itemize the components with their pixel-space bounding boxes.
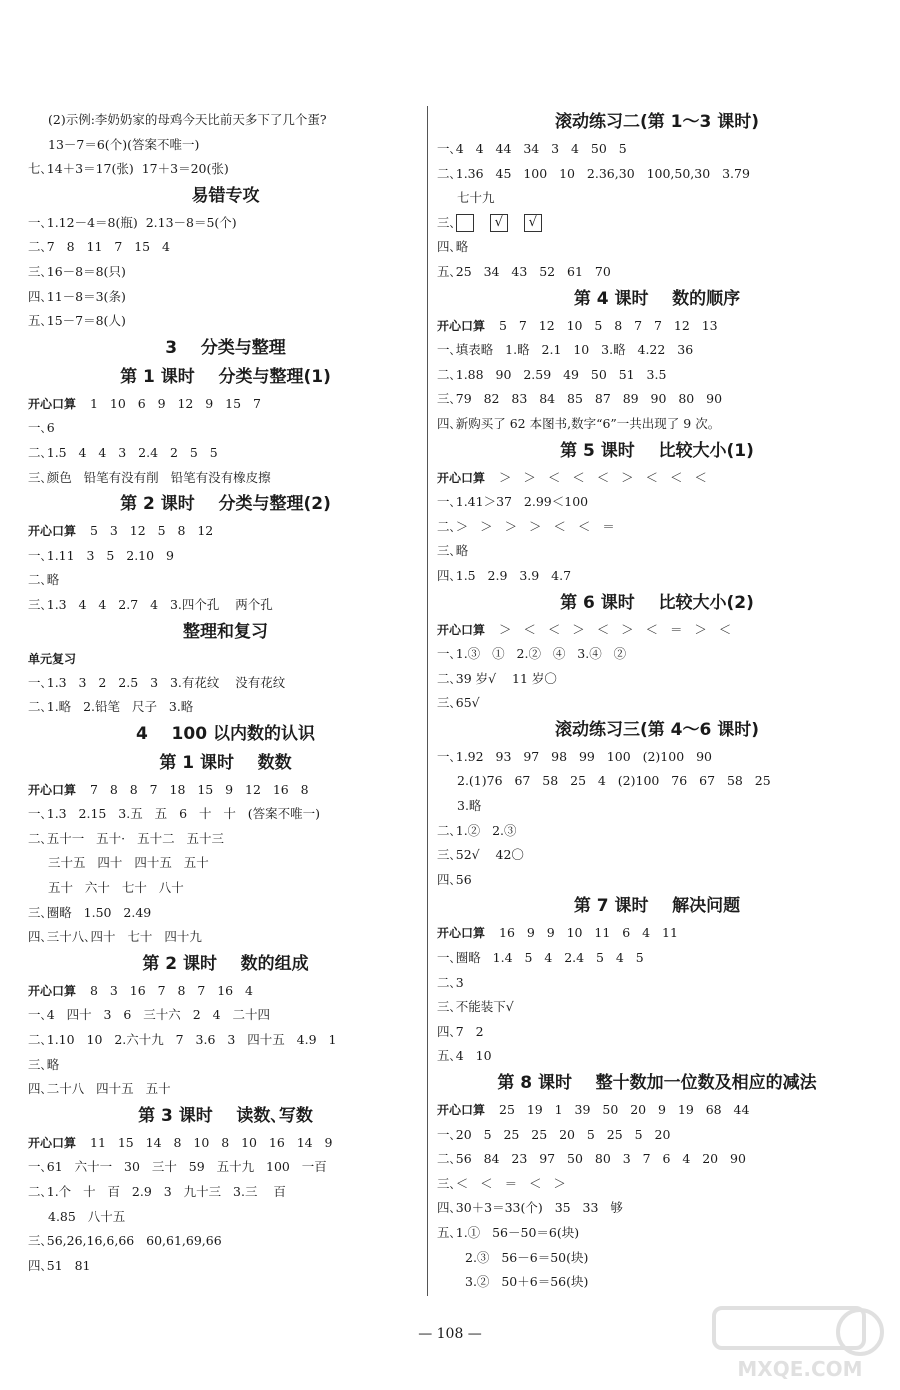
- section-heading: 易错专攻: [191, 185, 260, 206]
- mental-math-label: 开心口算: [28, 782, 77, 797]
- answer-text: 三､1.3 4 4 2.7 4 3.四个孔 两个孔: [28, 596, 273, 612]
- answer-row: [28, 925, 423, 950]
- answer-row-checkboxes: [437, 211, 877, 236]
- answer-text: 7 8 8 7 18 15 9 12 16 8: [90, 781, 309, 797]
- mental-math-label: 开心口算: [437, 926, 486, 941]
- answer-row: [28, 392, 423, 417]
- answer-text: 四､56: [437, 871, 472, 887]
- answer-text: 二､＞ ＞ ＞ ＞ ＜ ＜ ＝: [437, 518, 615, 534]
- answer-text: 四､30＋3＝33(个) 35 33 够: [437, 1200, 623, 1216]
- answer-text: 二､39 岁√ 11 岁〇: [437, 670, 557, 686]
- answer-text: 三､略: [28, 1056, 60, 1072]
- answer-text: 一､1.41＞37 2.99＜100: [437, 494, 589, 510]
- answer-row: [28, 211, 423, 236]
- answer-text: 二､1.36 45 100 10 2.36,30 100,50,30 3.79: [437, 165, 750, 181]
- answer-text: 二､56 84 23 97 50 80 3 7 6 4 20 90: [437, 1151, 746, 1167]
- answer-text: 一､20 5 25 25 20 5 25 5 20: [437, 1126, 671, 1142]
- answer-text: 3.② 50＋6＝56(块): [465, 1274, 589, 1290]
- answer-row: [437, 564, 877, 589]
- answer-text: 七十九: [457, 190, 495, 206]
- answer-text: 5 7 12 10 5 8 7 7 12 13: [499, 317, 718, 333]
- answer-box: √: [490, 214, 508, 232]
- answer-row: [437, 412, 877, 437]
- answer-text: 13－7＝6(个)(答案不唯一): [48, 136, 200, 152]
- answer-row: [437, 995, 877, 1020]
- answer-row: [437, 1147, 877, 1172]
- answer-row: [28, 568, 423, 593]
- answer-text: 二､1.10 10 2.六十九 7 3.6 3 四十五 4.9 1: [28, 1032, 337, 1048]
- answer-text: 五､25 34 43 52 61 70: [437, 263, 611, 279]
- answer-row: [437, 667, 877, 692]
- answer-text: 一､1.11 3 5 2.10 9: [28, 547, 174, 563]
- section-heading: 第 3 课时 读数､写数: [138, 1105, 313, 1126]
- answer-row: [28, 1131, 423, 1156]
- answer-text: 四､三十八､四十 七十 四十九: [28, 929, 202, 945]
- answer-row: [28, 133, 423, 158]
- section-heading: 4 100 以内数的认识: [136, 723, 315, 744]
- answer-row: [437, 1172, 877, 1197]
- answer-row: [437, 843, 877, 868]
- answer-text: 3.略: [457, 798, 482, 814]
- subsection-label: 单元复习: [28, 651, 77, 666]
- answer-text: 25 19 1 39 50 20 9 19 68 44: [499, 1102, 750, 1117]
- section-heading: 第 7 课时 解决问题: [573, 896, 741, 917]
- answer-text: 二､1.略 2.铅笔 尺子 3.略: [28, 699, 194, 715]
- watermark-logo: [710, 1304, 890, 1384]
- answer-row: [28, 235, 423, 260]
- answer-row: [28, 778, 423, 803]
- answer-row: [28, 1053, 423, 1078]
- section-heading: 第 2 课时 数的组成: [142, 953, 309, 974]
- answer-row: [28, 466, 423, 491]
- answer-row: [437, 691, 877, 716]
- answer-text: 5 3 12 5 8 12: [90, 523, 214, 539]
- answer-row: [437, 162, 877, 187]
- answer-text: 三､颜色 铅笔有没有削 铅笔有没有橡皮擦: [28, 469, 271, 485]
- answer-text: 二､1.88 90 2.59 49 50 51 3.5: [437, 366, 667, 382]
- answer-row: [28, 876, 423, 901]
- section-heading: 第 4 课时 数的顺序: [573, 288, 741, 309]
- answer-row: [437, 490, 877, 515]
- answer-text: 二､略: [28, 572, 60, 588]
- answer-box: √: [524, 214, 542, 232]
- answer-row: [437, 819, 877, 844]
- answer-row: [28, 979, 423, 1004]
- answer-row: [437, 1044, 877, 1069]
- answer-row: [28, 108, 423, 133]
- answer-row: [437, 539, 877, 564]
- answer-text: 一､61 六十一 30 三十 59 五十九 100 一百: [28, 1159, 327, 1175]
- answer-row: [437, 363, 877, 388]
- answer-row: [28, 416, 423, 441]
- answer-row: [28, 285, 423, 310]
- answer-text: 四､新购买了 62 本图书,数字“6”一共出现了 9 次｡: [437, 415, 714, 431]
- answer-row: [28, 519, 423, 544]
- answer-row: [28, 1155, 423, 1180]
- answer-row: [437, 769, 877, 794]
- answer-row: [437, 1270, 877, 1295]
- answer-text: 四､二十八 四十五 五十: [28, 1081, 171, 1097]
- answer-row: [437, 235, 877, 260]
- answer-text: 一､圈略 1.4 5 4 2.4 5 4 5: [437, 950, 644, 966]
- answer-text: 一､1.③ ① 2.② ④ 3.④ ②: [437, 646, 627, 662]
- answer-text: 4.85 八十五: [48, 1208, 126, 1224]
- answer-text: 七､14＋3＝17(张) 17＋3＝20(张): [28, 161, 229, 177]
- answer-row: [437, 314, 877, 339]
- answer-text: 2.③ 56－6＝50(块): [465, 1249, 589, 1265]
- answer-row: [28, 802, 423, 827]
- svg-text:MXQE.COM: MXQE.COM: [737, 1357, 863, 1381]
- column-divider: [427, 106, 428, 1296]
- answer-row: [437, 515, 877, 540]
- answer-row: [28, 1077, 423, 1102]
- mental-math-label: 开心口算: [28, 1135, 77, 1150]
- answer-text: 二､五十一 五十· 五十二 五十三: [28, 830, 224, 846]
- answer-row: [437, 794, 877, 819]
- section-heading: 第 5 课时 比较大小(1): [560, 440, 754, 461]
- answer-row: [437, 642, 877, 667]
- answer-text: 1 10 6 9 12 9 15 7: [90, 395, 261, 411]
- section-heading: 第 1 课时 分类与整理(1): [120, 366, 331, 387]
- answer-text: 一､1.3 3 2 2.5 3 3.有花纹 没有花纹: [28, 674, 286, 690]
- page-number: — 108 —: [418, 1326, 482, 1342]
- answer-text: 五十 六十 七十 八十: [48, 880, 184, 896]
- answer-text: ＞ ＜ ＜ ＞ ＜ ＞ ＜ ＝ ＞ ＜: [499, 621, 732, 637]
- answer-row: [28, 544, 423, 569]
- answer-row: [28, 671, 423, 696]
- answer-text: 8 3 16 7 8 7 16 4: [90, 982, 253, 998]
- answer-row: [437, 1246, 877, 1271]
- answer-text: 二､3: [437, 974, 464, 990]
- answer-row: [437, 921, 877, 946]
- answer-text: 三､79 82 83 84 85 87 89 90 80 90: [437, 391, 723, 407]
- answer-text: 三､略: [437, 543, 469, 559]
- answer-row: [28, 1254, 423, 1279]
- answer-row: [437, 745, 877, 770]
- answer-text: 11 15 14 8 10 8 10 16 14 9: [90, 1134, 333, 1150]
- section-heading: 3 分类与整理: [165, 337, 286, 358]
- answer-text: 2.(1)76 67 58 25 4 (2)100 76 67 58 25: [457, 773, 771, 789]
- answer-text: 三､圈略 1.50 2.49: [28, 904, 152, 920]
- section-heading: 滚动练习二(第 1～3 课时): [554, 112, 760, 132]
- section-heading: 滚动练习三(第 4～6 课时): [554, 719, 760, 740]
- answer-text: 四､1.5 2.9 3.9 4.7: [437, 567, 572, 583]
- answer-row: [28, 157, 423, 182]
- answer-row: [28, 901, 423, 926]
- answer-row: [28, 1229, 423, 1254]
- answer-text: 一､4 四十 3 6 三十六 2 4 二十四: [28, 1007, 270, 1023]
- mental-math-label: 开心口算: [28, 524, 77, 539]
- answer-text: 一､1.12－4＝8(瓶) 2.13－8＝5(个): [28, 214, 237, 230]
- answer-row: [28, 695, 423, 720]
- answer-text: 二､7 8 11 7 15 4: [28, 239, 170, 255]
- section-heading: 第 1 课时 数数: [159, 752, 292, 773]
- answer-text: (2)示例:李奶奶家的母鸡今天比前天多下了几个蛋?: [48, 112, 327, 127]
- answer-text: 四､51 81: [28, 1257, 91, 1273]
- answer-row: [28, 1180, 423, 1205]
- answer-box: [456, 214, 474, 232]
- answer-row: [437, 1196, 877, 1221]
- answer-text: 一､1.92 93 97 98 99 100 (2)100 90: [437, 748, 712, 764]
- answer-row: [437, 260, 877, 285]
- mental-math-label: 开心口算: [28, 983, 77, 998]
- answer-text: 四､11－8＝3(条): [28, 288, 126, 304]
- mental-math-label: 开心口算: [28, 396, 77, 411]
- answer-row: [28, 260, 423, 285]
- answer-text: 三､＜ ＜ ＝ ＜ ＞: [437, 1175, 566, 1191]
- answer-row: [437, 971, 877, 996]
- section-heading: 第 8 课时 整十数加一位数及相应的减法: [497, 1073, 817, 1093]
- answer-text: 三､不能装下√: [437, 999, 514, 1015]
- answer-text: 四､略: [437, 239, 469, 255]
- section-heading: 第 2 课时 分类与整理(2): [120, 494, 331, 515]
- answer-text: 三､65√: [437, 695, 480, 711]
- answer-text: 一､6: [28, 420, 55, 436]
- answer-row: [28, 827, 423, 852]
- right-column: [437, 108, 877, 1295]
- answer-row: [437, 946, 877, 971]
- answer-row: [437, 387, 877, 412]
- answer-row: [28, 593, 423, 618]
- answer-row: [437, 338, 877, 363]
- answer-row: [28, 851, 423, 876]
- answer-text: 三､56,26,16,6,66 60,61,69,66: [28, 1233, 222, 1249]
- answer-text: 三十五 四十 四十五 五十: [48, 855, 209, 871]
- answer-row: [28, 1028, 423, 1053]
- answer-row: [437, 868, 877, 893]
- mental-math-label: 开心口算: [437, 318, 486, 333]
- section-heading: 整理和复习: [183, 621, 268, 642]
- answer-text: 一､填表略 1.略 2.1 10 3.略 4.22 36: [437, 342, 694, 358]
- answer-row: [437, 1020, 877, 1045]
- answer-text: 四､7 2: [437, 1023, 484, 1039]
- left-column: [28, 108, 423, 1278]
- answer-row: [437, 466, 877, 491]
- answer-text: 三､52√ 42〇: [437, 847, 524, 863]
- section-heading: 第 6 课时 比较大小(2): [560, 592, 754, 613]
- answer-row: [28, 1003, 423, 1028]
- answer-text: 五､1.① 56－50＝6(块): [437, 1224, 580, 1240]
- answer-text: 五､4 10: [437, 1048, 492, 1064]
- answer-text: ＞ ＞ ＜ ＜ ＜ ＞ ＜ ＜ ＜: [499, 469, 707, 485]
- answer-text: 16 9 9 10 11 6 4 11: [499, 925, 678, 941]
- answer-row: [437, 1098, 877, 1123]
- answer-text: 二､1.② 2.③: [437, 822, 517, 838]
- answer-row: [28, 1205, 423, 1230]
- mental-math-label: 开心口算: [437, 470, 486, 485]
- row-prefix: 三､: [437, 214, 456, 230]
- answer-text: 五､15－7＝8(人): [28, 313, 126, 329]
- answer-row: [437, 1221, 877, 1246]
- answer-row: [437, 137, 877, 162]
- answer-row: [437, 1123, 877, 1148]
- mental-math-label: 开心口算: [437, 1103, 486, 1117]
- answer-text: 三､16－8＝8(只): [28, 263, 126, 279]
- answer-row: [437, 186, 877, 211]
- answer-row: [28, 441, 423, 466]
- answer-row: [437, 618, 877, 643]
- answer-text: 一､1.3 2.15 3.五 五 6 十 十 (答案不唯一): [28, 806, 321, 822]
- answer-text: 二､1.5 4 4 3 2.4 2 5 5: [28, 444, 218, 460]
- answer-text: 二､1.个 十 百 2.9 3 九十三 3.三 百: [28, 1184, 286, 1199]
- answer-row: [28, 309, 423, 334]
- mental-math-label: 开心口算: [437, 622, 486, 637]
- answer-text: 一､4 4 44 34 3 4 50 5: [437, 141, 627, 156]
